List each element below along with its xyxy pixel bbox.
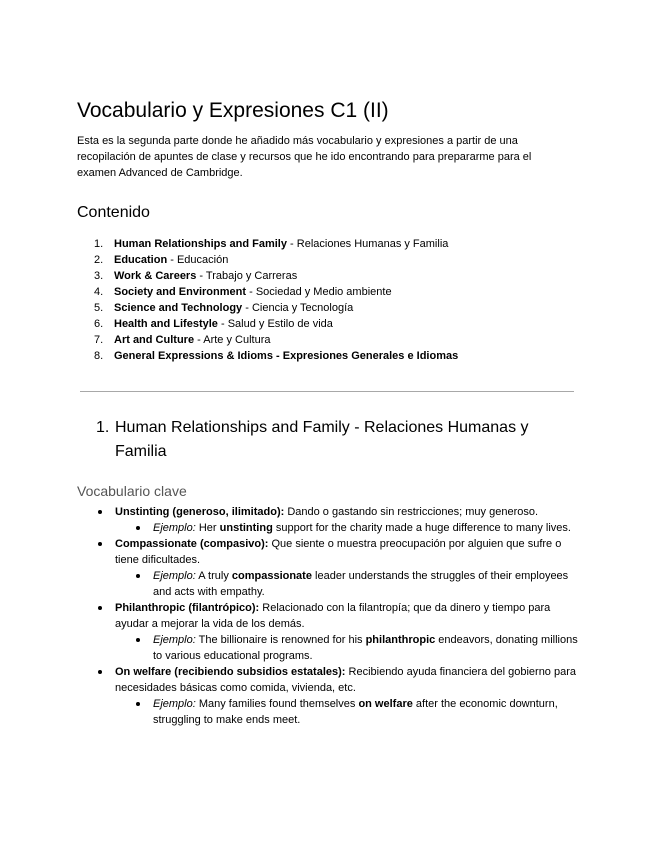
toc-item-number: 4.	[94, 286, 104, 298]
vocab-term	[115, 600, 585, 632]
toc-item-spanish: Relaciones Humanas y Familia	[296, 238, 449, 250]
section-number: 1.	[96, 419, 110, 436]
toc-item	[94, 348, 458, 364]
toc-item-number: 8.	[94, 350, 104, 362]
vocab-term	[115, 664, 585, 696]
toc-item-separator: -	[217, 318, 228, 330]
example-text: Many families found themselves	[195, 698, 359, 710]
example-label: Ejemplo:	[153, 634, 196, 646]
toc-item-number: 1.	[94, 238, 104, 250]
toc-item-number: 6.	[94, 318, 104, 330]
toc-item-spanish: Educación	[176, 254, 229, 266]
toc-item	[94, 252, 458, 268]
toc-item-number: 3.	[94, 270, 104, 282]
toc-item-english: General Expressions & Idioms	[114, 350, 273, 362]
toc-item-separator: -	[167, 254, 177, 266]
term-name: Compassionate (compasivo):	[115, 538, 269, 550]
example-keyword: compassionate	[231, 570, 312, 582]
vocab-example	[153, 632, 585, 664]
toc-item-spanish: Arte y Cultura	[203, 334, 271, 346]
vocab-example	[153, 520, 585, 536]
toc-item	[94, 268, 458, 284]
example-text: support for the charity made a huge difference to many lives.	[272, 522, 571, 534]
toc-item-english: Society and Environment	[114, 286, 247, 298]
vocab-term	[115, 504, 585, 520]
toc-item-english: Art and Culture	[114, 334, 195, 346]
toc-item-separator: -	[286, 238, 297, 250]
toc-item-separator: -	[272, 350, 283, 362]
example-text: Her	[195, 522, 220, 534]
term-definition: Recibiendo ayuda financiera del gobierno para necesidades básicas como comida, vivienda, etc.	[115, 666, 577, 694]
toc-item-spanish: Trabajo y Carreras	[205, 270, 298, 282]
term-definition: Relacionado con la filantropía; que da dinero y tiempo para ayudar a mejorar la vida de los demás.	[115, 602, 551, 630]
example-label: Ejemplo:	[153, 522, 196, 534]
example-text: A truly	[195, 570, 232, 582]
example-label: Ejemplo:	[153, 570, 196, 582]
example-text: endeavors, donating millions to various educational programs.	[153, 634, 578, 662]
toc-item-number: 5.	[94, 302, 104, 314]
toc-item-number: 7.	[94, 334, 104, 346]
toc-item-english: Human Relationships and Family	[114, 238, 287, 250]
term-name: Philanthropic (filantrópico):	[115, 602, 260, 614]
toc-item-spanish: Expresiones Generales e Idiomas	[282, 350, 459, 362]
intro-paragraph: Esta es la segunda parte donde he añadido más vocabulario y expresiones a partir de una recopilación de apuntes de clase y recursos que he ido encontrando para prepararme para el examen Advanced de Cambridge.	[77, 135, 532, 179]
example-keyword: on welfare	[358, 698, 413, 710]
example-text: The billionaire is renowned for his	[195, 634, 366, 646]
toc-item-separator: -	[194, 334, 204, 346]
vocab-example	[153, 696, 585, 728]
toc-item-separator: -	[242, 302, 252, 314]
section-heading: Human Relationships and Family - Relaciones Humanas y Familia	[115, 419, 529, 460]
example-text: leader understands the struggles of their employees and acts with empathy.	[153, 570, 569, 598]
vocab-example	[153, 568, 585, 600]
term-definition: Que siente o muestra preocupación por alguien que sufre o tiene dificultades.	[115, 538, 562, 566]
contents-heading: Contenido	[77, 204, 150, 221]
toc-item-spanish: Sociedad y Medio ambiente	[255, 286, 392, 298]
toc-item	[94, 332, 458, 348]
toc-item-english: Education	[114, 254, 168, 266]
toc-item-spanish: Salud y Estilo de vida	[227, 318, 333, 330]
toc-item-spanish: Ciencia y Tecnología	[251, 302, 354, 314]
toc-item	[94, 236, 458, 252]
vocabulary-subheading: Vocabulario clave	[77, 483, 187, 499]
toc-item-separator: -	[246, 286, 256, 298]
vocab-term	[115, 536, 585, 568]
example-keyword: philanthropic	[365, 634, 436, 646]
toc-item-number: 2.	[94, 254, 104, 266]
term-name: On welfare (recibiendo subsidios estatales):	[115, 666, 346, 678]
example-keyword: unstinting	[219, 522, 273, 534]
document-title: Vocabulario y Expresiones C1 (II)	[77, 99, 389, 122]
toc-item-separator: -	[196, 270, 206, 282]
toc-item	[94, 316, 458, 332]
table-of-contents	[94, 236, 458, 364]
example-label: Ejemplo:	[153, 698, 196, 710]
toc-item	[94, 284, 458, 300]
toc-item-english: Work & Careers	[114, 270, 197, 282]
horizontal-rule	[80, 391, 574, 392]
toc-item	[94, 300, 458, 316]
term-definition: Dando o gastando sin restricciones; muy generoso.	[284, 506, 539, 518]
example-text: after the economic downturn, struggling to make ends meet.	[153, 698, 558, 726]
toc-item-english: Science and Technology	[114, 302, 243, 314]
toc-item-english: Health and Lifestyle	[114, 318, 218, 330]
term-name: Unstinting (generoso, ilimitado):	[115, 506, 285, 518]
vocabulary-list	[115, 504, 585, 728]
